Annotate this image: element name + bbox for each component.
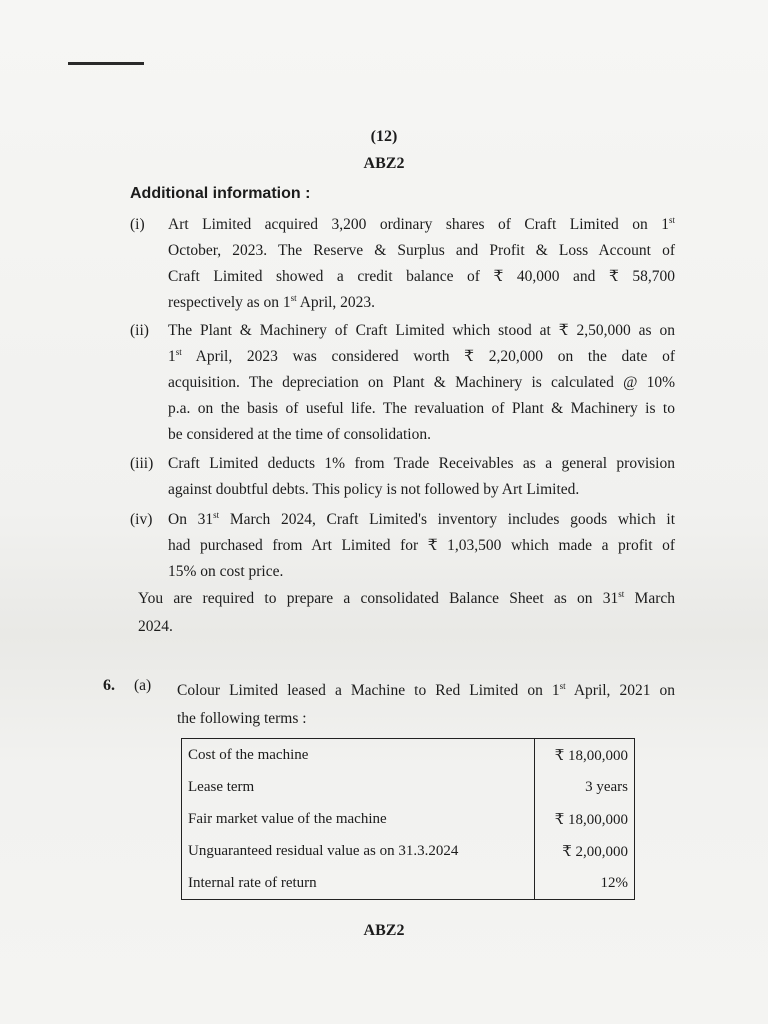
- text-line: October, 2023. The Reserve & Surplus and Profit & Loss Account of: [168, 242, 675, 259]
- text-line: Colour Limited leased a Machine to Red Limited on 1st April, 2021 on: [177, 680, 675, 699]
- text-line: On 31st March 2024, Craft Limited's inventory includes goods which it: [168, 509, 675, 528]
- section-heading: Additional information :: [130, 185, 311, 202]
- info-item-ii: [130, 318, 675, 448]
- row-value: 3 years: [585, 778, 628, 795]
- paper-code-header: ABZ2: [363, 155, 405, 172]
- text-line: Art Limited acquired 3,200 ordinary shares of Craft Limited on 1st: [168, 214, 675, 233]
- item-text: [168, 507, 675, 585]
- item-text: [168, 212, 675, 316]
- item-number: (iv): [130, 511, 153, 528]
- row-label: Fair market value of the machine: [182, 803, 535, 835]
- table-row: [182, 803, 635, 835]
- text-line: The Plant & Machinery of Craft Limited which stood at ₹ 2,50,000 as on: [168, 322, 675, 339]
- row-label: Lease term: [182, 771, 535, 803]
- text-line: 1st April, 2023 was considered worth ₹ 2,20,000 on the date of: [168, 346, 675, 365]
- row-label: Cost of the machine: [182, 739, 535, 772]
- instruction-text: [138, 585, 675, 641]
- question-text: [177, 677, 675, 733]
- info-item-iv: [130, 507, 675, 585]
- item-text: [168, 451, 675, 503]
- text-line: Craft Limited showed a credit balance of ₹ 40,000 and ₹ 58,700: [168, 268, 675, 285]
- table-row: [182, 867, 635, 900]
- info-item-iii: [130, 451, 675, 503]
- table-row: [182, 771, 635, 803]
- table-row: [182, 739, 635, 772]
- text-line: You are required to prepare a consolidated Balance Sheet as on 31st March: [138, 588, 676, 607]
- row-value: ₹ 18,00,000: [554, 811, 628, 828]
- text-line: acquisition. The depreciation on Plant & Machinery is calculated @ 10%: [168, 374, 675, 391]
- question-part: (a): [134, 677, 152, 694]
- table-row: [182, 835, 635, 867]
- text-line: be considered at the time of consolidation.: [168, 426, 431, 443]
- question-number: 6.: [103, 677, 115, 694]
- item-number: (i): [130, 216, 145, 233]
- text-line: respectively as on 1st April, 2023.: [168, 292, 376, 311]
- item-number: (ii): [130, 322, 149, 339]
- page-number: (12): [370, 128, 398, 145]
- text-line: 2024.: [138, 618, 173, 635]
- item-number: (iii): [130, 455, 154, 472]
- row-value: 12%: [600, 874, 628, 891]
- row-value: ₹ 18,00,000: [554, 747, 628, 764]
- text-line: had purchased from Art Limited for ₹ 1,03,500 which made a profit of: [168, 537, 675, 554]
- info-item-i: [130, 212, 675, 316]
- row-value: ₹ 2,00,000: [562, 843, 628, 860]
- lease-terms-table: [181, 738, 635, 900]
- text-line: Craft Limited deducts 1% from Trade Receivables as a general provision: [168, 455, 675, 472]
- paper-code-footer: ABZ2: [363, 922, 405, 939]
- text-line: the following terms :: [177, 710, 307, 727]
- row-label: Unguaranteed residual value as on 31.3.2024: [182, 835, 535, 867]
- text-line: p.a. on the basis of useful life. The revaluation of Plant & Machinery is to: [168, 400, 675, 417]
- item-text: [168, 318, 675, 448]
- text-line: against doubtful debts. This policy is not followed by Art Limited.: [168, 481, 580, 498]
- top-rule: [68, 62, 144, 65]
- row-label: Internal rate of return: [182, 867, 535, 900]
- text-line: 15% on cost price.: [168, 563, 284, 580]
